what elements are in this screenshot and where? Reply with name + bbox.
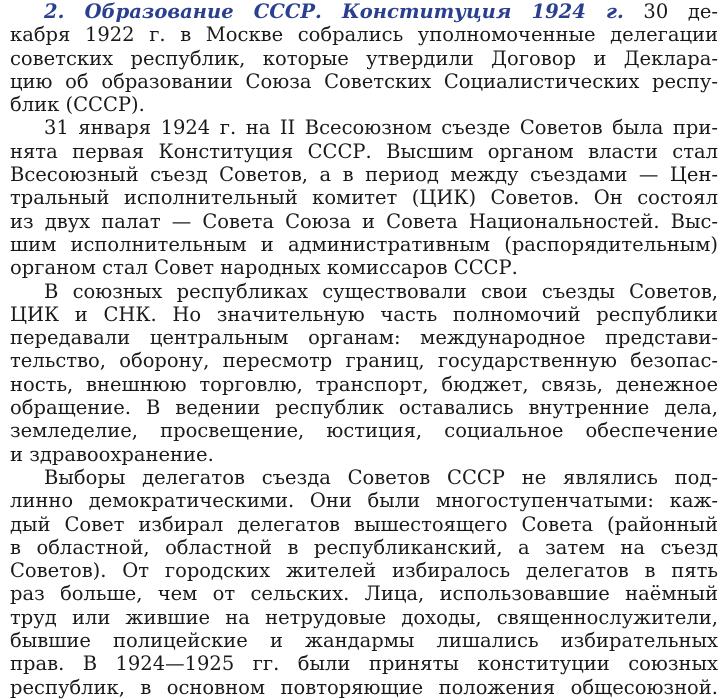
text-line: цию об образовании Союза Советских Социалистических респу- [10,69,718,93]
text-line: тельство, оборону, пересмотр границ, государственную безопас- [10,349,718,373]
text-line: прав. В 1924—1925 гг. были приняты конституции союзных [10,652,718,676]
text-fragment: 30 де- [623,0,718,23]
paragraph-4 [10,466,718,699]
text-line: Всесоюзный съезд Советов, а в период между съездами — Цен- [10,163,718,187]
text-line: обращение. В ведении республик оставались внутренние дела, [10,396,718,420]
text-line: в областной, областной в республиканский, а затем на съезд [10,535,718,559]
text-line: Выборы делегатов съезда Советов СССР не являлись под- [44,465,718,489]
text-line: Советов). От городских жителей избиралось делегатов в пять [10,559,718,583]
text-line: кабря 1922 г. в Москве собрались уполномоченные делегации [10,23,718,47]
text-line: дый Совет избирал делегатов вышестоящего Совета (районный [10,512,718,536]
paragraph-2 [10,116,718,279]
text-line: раз больше, чем от сельских. Лица, использовавшие наёмный [10,582,718,606]
text-line: республик, в основном повторяющие положения общесоюзной. [10,675,718,699]
text-line [10,0,718,23]
paragraph-1 [10,0,718,116]
text-line: 31 января 1924 г. на II Всесоюзном съезде Советов была при- [44,116,718,140]
text-line: ЦИК и СНК. Но значительную часть полномочий республики [10,302,718,326]
document-page [10,0,718,699]
text-line: шим исполнительным и административным (распорядительным) [10,232,718,256]
text-line: тральный исполнительный комитет (ЦИК) Советов. Он состоял [10,186,718,210]
text-line: советских республик, которые утвердили Договор и Деклара- [10,46,718,70]
text-line: В союзных республиках существовали свои съезды Советов, [44,279,718,303]
text-line: труд или жившие на нетрудовые доходы, священнослужители, [10,605,718,629]
text-line: бывшие полицейские и жандармы лишались избирательных [10,629,718,653]
text-line: ность, внешнюю торговлю, транспорт, бюджет, связь, денежное [10,372,718,396]
text-line: и здравоохранение. [10,442,214,466]
section-heading: 2. Образование СССР. Конституция 1924 г. [44,0,624,23]
text-line: блик (СССР). [10,93,145,117]
text-line: линно демократическими. Они были многоступенчатыми: каж- [10,489,718,513]
text-line: органом стал Совет народных комиссаров СССР. [10,256,518,280]
paragraph-3 [10,280,718,466]
text-line: передавали центральным органам: международное представи- [10,326,718,350]
text-line: земледелие, просвещение, юстиция, социальное обеспечение [10,419,718,443]
text-line: нята первая Конституция СССР. Высшим органом власти стал [10,139,718,163]
text-line: из двух палат — Совета Союза и Совета Национальностей. Выс- [10,209,718,233]
